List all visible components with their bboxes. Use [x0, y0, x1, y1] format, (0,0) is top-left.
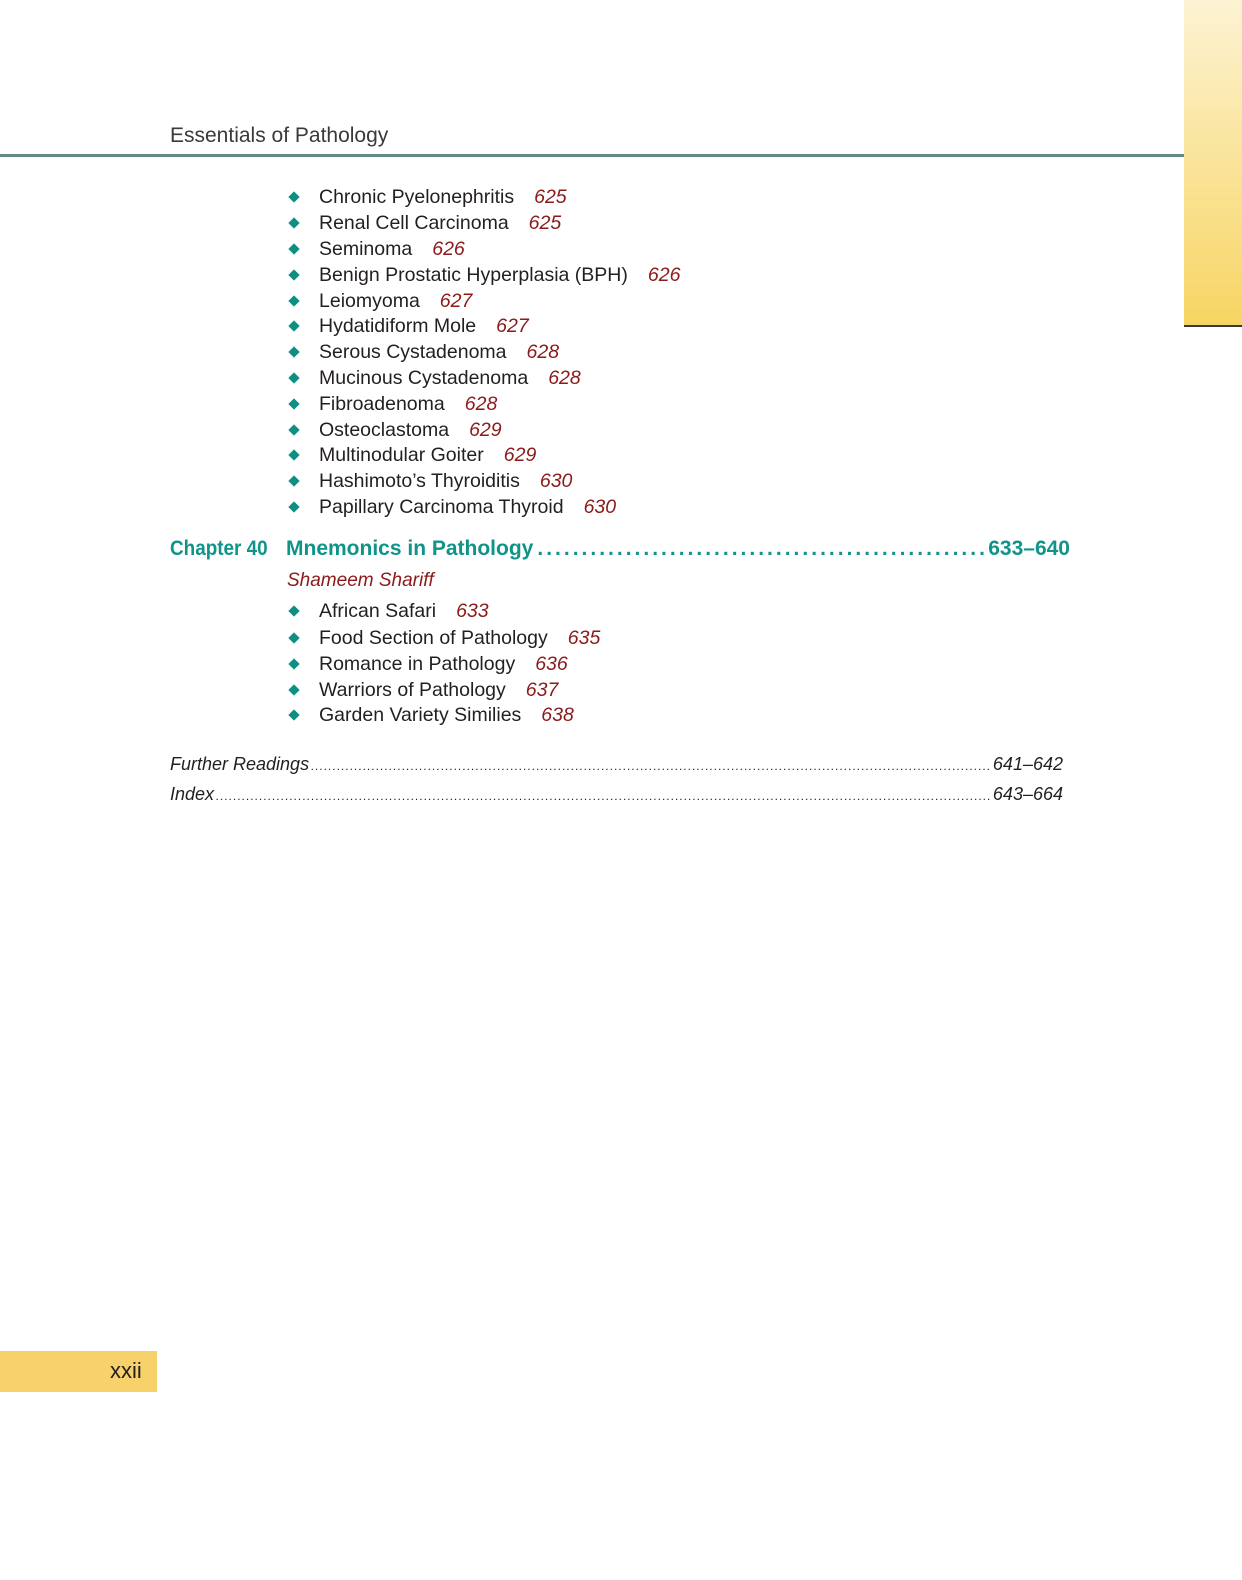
entry-page: 630 — [539, 469, 573, 492]
entry-page: 629 — [503, 443, 537, 466]
entry-page: 625 — [528, 211, 562, 234]
toc-entry — [290, 442, 536, 468]
entry-page: 628 — [526, 340, 560, 363]
entry-page: 626 — [647, 263, 681, 286]
diamond-bullet-icon — [288, 449, 299, 460]
diamond-bullet-icon — [288, 320, 299, 331]
diamond-bullet-icon — [288, 269, 299, 280]
entry-title: Garden Variety Similies — [319, 703, 522, 726]
toc-entry — [290, 184, 567, 210]
entry-title: Food Section of Pathology — [319, 626, 548, 649]
chapter-page-range: 633–640 — [988, 537, 1070, 560]
diamond-bullet-icon — [288, 217, 299, 228]
running-head: Essentials of Pathology — [170, 124, 389, 147]
entry-title: Hydatidiform Mole — [319, 314, 477, 337]
side-thumb-tab — [1184, 0, 1242, 326]
backmatter-pages: 643–664 — [992, 784, 1063, 804]
entry-page: 636 — [535, 652, 568, 675]
entry-title: Osteoclastoma — [319, 418, 450, 441]
entry-title: Romance in Pathology — [319, 652, 516, 675]
diamond-bullet-icon — [288, 709, 299, 720]
entry-page: 625 — [534, 185, 567, 208]
chapter-author: Shameem Shariff — [287, 570, 434, 591]
diamond-bullet-icon — [288, 501, 299, 512]
toc-entry — [290, 391, 497, 417]
toc-entry — [290, 494, 616, 520]
diamond-bullet-icon — [288, 398, 299, 409]
toc-entry — [290, 262, 680, 288]
entry-title: Warriors of Pathology — [319, 678, 506, 701]
entry-title: Fibroadenoma — [319, 392, 445, 415]
backmatter-index[interactable] — [170, 784, 1063, 808]
side-thumb-tab-edge — [1184, 325, 1242, 327]
chapter-heading[interactable] — [170, 537, 1070, 567]
entry-title: Mucinous Cystadenoma — [319, 366, 529, 389]
diamond-bullet-icon — [288, 346, 299, 357]
entry-title: Leiomyoma — [319, 289, 420, 312]
toc-entry — [290, 702, 574, 728]
entry-page: 629 — [469, 418, 502, 441]
diamond-bullet-icon — [288, 372, 299, 383]
diamond-bullet-icon — [288, 605, 299, 616]
toc-entry — [290, 468, 572, 494]
diamond-bullet-icon — [288, 658, 299, 669]
backmatter-title: Index — [170, 784, 215, 804]
chapter-number: Chapter 40 — [170, 537, 268, 560]
entry-page: 637 — [525, 678, 559, 701]
toc-entry — [290, 651, 568, 677]
entry-page: 628 — [464, 392, 498, 415]
entry-title: Serous Cystadenoma — [319, 340, 507, 363]
diamond-bullet-icon — [288, 295, 299, 306]
page-number: xxii — [110, 1358, 142, 1383]
diamond-bullet-icon — [288, 424, 299, 435]
toc-entry — [290, 339, 559, 365]
entry-page: 627 — [496, 314, 529, 337]
diamond-bullet-icon — [288, 684, 299, 695]
toc-entry — [290, 210, 561, 236]
backmatter-further-readings[interactable] — [170, 754, 1063, 778]
toc-entry — [290, 365, 581, 391]
chapter-title: Mnemonics in Pathology — [286, 537, 534, 560]
entry-page: 630 — [583, 495, 617, 518]
entry-title: Renal Cell Carcinoma — [319, 211, 509, 234]
entry-title: Benign Prostatic Hyperplasia (BPH) — [319, 263, 628, 286]
header-rule — [0, 154, 1184, 157]
entry-page: 626 — [432, 237, 465, 260]
dot-leader — [216, 789, 991, 803]
backmatter-title: Further Readings — [170, 754, 310, 774]
dot-leader — [311, 759, 991, 773]
entry-title: Hashimoto’s Thyroiditis — [319, 469, 520, 492]
toc-entry — [290, 677, 558, 703]
entry-title: African Safari — [319, 599, 437, 622]
entry-page: 633 — [456, 599, 489, 622]
toc-entry — [290, 313, 529, 339]
diamond-bullet-icon — [288, 632, 299, 643]
diamond-bullet-icon — [288, 475, 299, 486]
entry-page: 635 — [567, 626, 601, 649]
toc-entry — [290, 598, 489, 624]
entry-title: Seminoma — [319, 237, 413, 260]
entry-page: 627 — [439, 289, 473, 312]
diamond-bullet-icon — [288, 191, 299, 202]
toc-entry — [290, 417, 502, 443]
backmatter-pages: 641–642 — [992, 754, 1063, 774]
toc-entry — [290, 625, 600, 651]
toc-entry — [290, 236, 465, 262]
entry-page: 638 — [541, 703, 574, 726]
entry-title: Multinodular Goiter — [319, 443, 484, 466]
diamond-bullet-icon — [288, 243, 299, 254]
toc-entry — [290, 288, 472, 314]
entry-page: 628 — [548, 366, 581, 389]
entry-title: Papillary Carcinoma Thyroid — [319, 495, 564, 518]
entry-title: Chronic Pyelonephritis — [319, 185, 515, 208]
dot-leader — [537, 537, 984, 561]
